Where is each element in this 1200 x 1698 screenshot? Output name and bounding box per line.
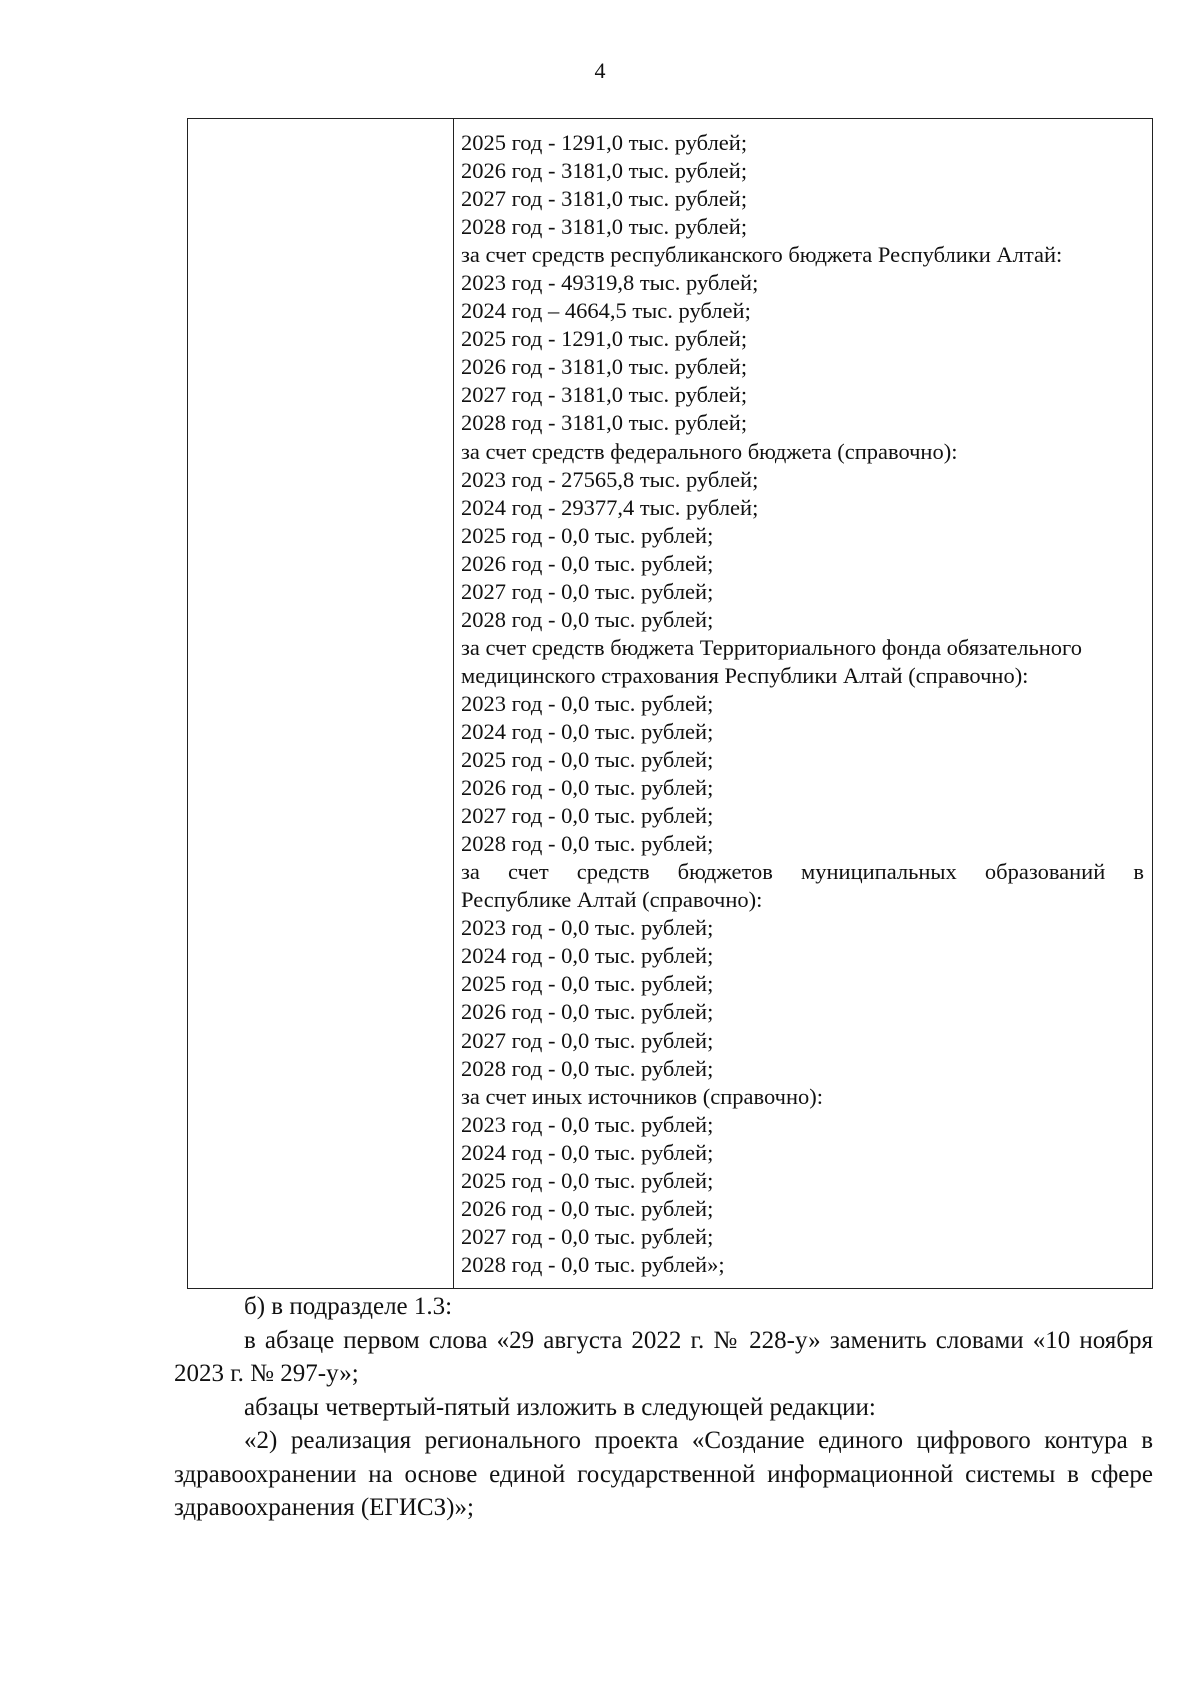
table-line: 2024 год - 0,0 тыс. рублей; [461,718,714,744]
paragraph-new-edition: абзацы четвертый-пятый изложить в следующей редакции: [244,1393,876,1421]
paragraph-subsection: б) в подразделе 1.3: [244,1293,453,1320]
table-line: за счет средств бюджетов муниципальных образований в [461,859,1144,885]
table-line: 2028 год - 0,0 тыс. рублей»; [461,1251,725,1277]
table-line: 2025 год - 0,0 тыс. рублей; [461,1167,714,1193]
table-line: за счет средств республиканского бюджета Республики Алтай: [461,242,1063,268]
table-line: 2023 год - 0,0 тыс. рублей; [461,915,714,941]
table-line: 2025 год - 0,0 тыс. рублей; [461,971,714,997]
table-line: 2023 год - 49319,8 тыс. рублей; [461,270,759,296]
table-line: за счет средств федерального бюджета (справочно): [461,438,958,464]
table-line: 2028 год - 0,0 тыс. рублей; [461,606,714,632]
table-line: 2026 год - 3181,0 тыс. рублей; [461,158,748,184]
paragraph-regional-project: «2) реализация регионального проекта «Создание единого цифрового контура в здравоохранении на основе единой государственной информационной системы в сфере здравоохранения (ЕГИСЗ)»; [174,1427,1153,1521]
table-line: 2028 год - 3181,0 тыс. рублей; [461,410,748,436]
table-line: Республике Алтай (справочно): [461,887,763,913]
table-line: 2023 год - 0,0 тыс. рублей; [461,690,714,716]
table-line: 2025 год - 1291,0 тыс. рублей; [461,130,748,155]
table-line: 2023 год - 27565,8 тыс. рублей; [461,466,759,492]
table-line: 2025 год - 1291,0 тыс. рублей; [461,326,748,352]
table-line: 2027 год - 3181,0 тыс. рублей; [461,382,748,408]
table-line: 2026 год - 0,0 тыс. рублей; [461,999,714,1025]
table-line: 2024 год - 0,0 тыс. рублей; [461,943,714,969]
table-line: 2025 год - 0,0 тыс. рублей; [461,522,714,548]
table-line: 2026 год - 0,0 тыс. рублей; [461,775,714,801]
table-line: 2024 год – 4664,5 тыс. рублей; [461,298,751,324]
table-line: 2026 год - 3181,0 тыс. рублей; [461,354,748,380]
table-line: 2024 год - 29377,4 тыс. рублей; [461,494,759,520]
page-number: 4 [594,58,606,83]
table-line: 2026 год - 0,0 тыс. рублей; [461,550,714,576]
table-line: 2028 год - 3181,0 тыс. рублей; [461,214,748,240]
table-line: 2027 год - 0,0 тыс. рублей; [461,1027,714,1053]
table-line: 2028 год - 0,0 тыс. рублей; [461,831,714,857]
paragraph-replace-words: в абзаце первом слова «29 августа 2022 г. № 228-у» заменить словами «10 ноября 2023 г. № 297-у»; [174,1326,1153,1387]
table-line: 2026 год - 0,0 тыс. рублей; [461,1195,714,1221]
table-line: 2023 год - 0,0 тыс. рублей; [461,1111,714,1137]
table-line: за счет иных источников (справочно): [461,1083,824,1109]
table-line: 2027 год - 3181,0 тыс. рублей; [461,186,748,212]
table-right-cell [454,119,1152,1288]
table-left-cell [188,119,454,1288]
funding-table [187,118,1153,1289]
table-line: 2025 год - 0,0 тыс. рублей; [461,747,714,773]
table-line: за счет средств бюджета Территориального фонда обязательного [461,634,1082,660]
table-line: 2027 год - 0,0 тыс. рублей; [461,1223,714,1249]
body-text [174,1290,1153,1525]
table-line: 2027 год - 0,0 тыс. рублей; [461,803,714,829]
table-line: 2027 год - 0,0 тыс. рублей; [461,578,714,604]
table-line: медицинского страхования Республики Алтай (справочно): [461,662,1029,688]
table-line: 2028 год - 0,0 тыс. рублей; [461,1055,714,1081]
table-line: 2024 год - 0,0 тыс. рублей; [461,1139,714,1165]
